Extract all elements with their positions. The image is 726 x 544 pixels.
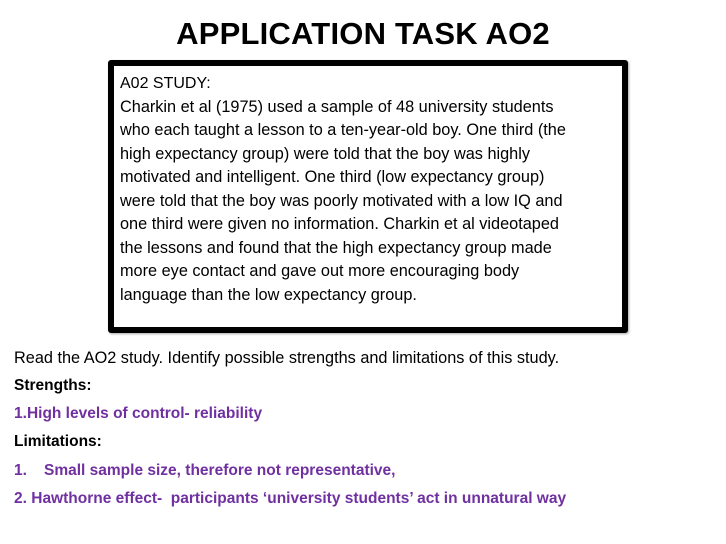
limitations-label: Limitations: [14,433,102,450]
slide-title: APPLICATION TASK AO2 [176,16,550,51]
study-heading: A02 STUDY: [120,75,211,92]
limitation-item [14,487,566,511]
limitation-item-text: Small sample size, therefore not representative, [44,462,396,479]
limitation-item-number: 1. [14,462,27,479]
strength-item-number: 1. [14,405,27,422]
limitation-item-number: 2. [14,490,27,507]
strengths-label: Strengths: [14,377,92,394]
study-description [120,96,620,308]
study-line: language than the low expectancy group. [120,285,417,304]
limitation-item [14,459,395,483]
limitation-item-text: Hawthorne effect- participants ‘university students’ act in unnatural way [26,490,567,507]
study-line: more eye contact and gave out more encouraging body [120,262,520,280]
study-line: who each taught a lesson to a ten-year-old boy. One third (the [120,121,566,139]
study-line: the lessons and found that the high expectancy group made [120,238,552,257]
study-line: one third were given no information. Charkin et al videotaped [120,215,559,233]
study-line: high expectancy group) were told that the boy was highly [120,144,530,163]
strength-item-text: High levels of control- reliability [26,405,263,422]
study-box [108,60,628,333]
study-line: motivated and intelligent. One third (low expectancy group) [120,168,545,186]
study-line: were told that the boy was poorly motivated with a low IQ and [120,191,563,210]
task-prompt: Read the AO2 study. Identify possible strengths and limitations of this study. [14,349,560,367]
study-line: Charkin et al (1975) used a sample of 48 university students [120,97,554,116]
strength-item [14,402,262,426]
